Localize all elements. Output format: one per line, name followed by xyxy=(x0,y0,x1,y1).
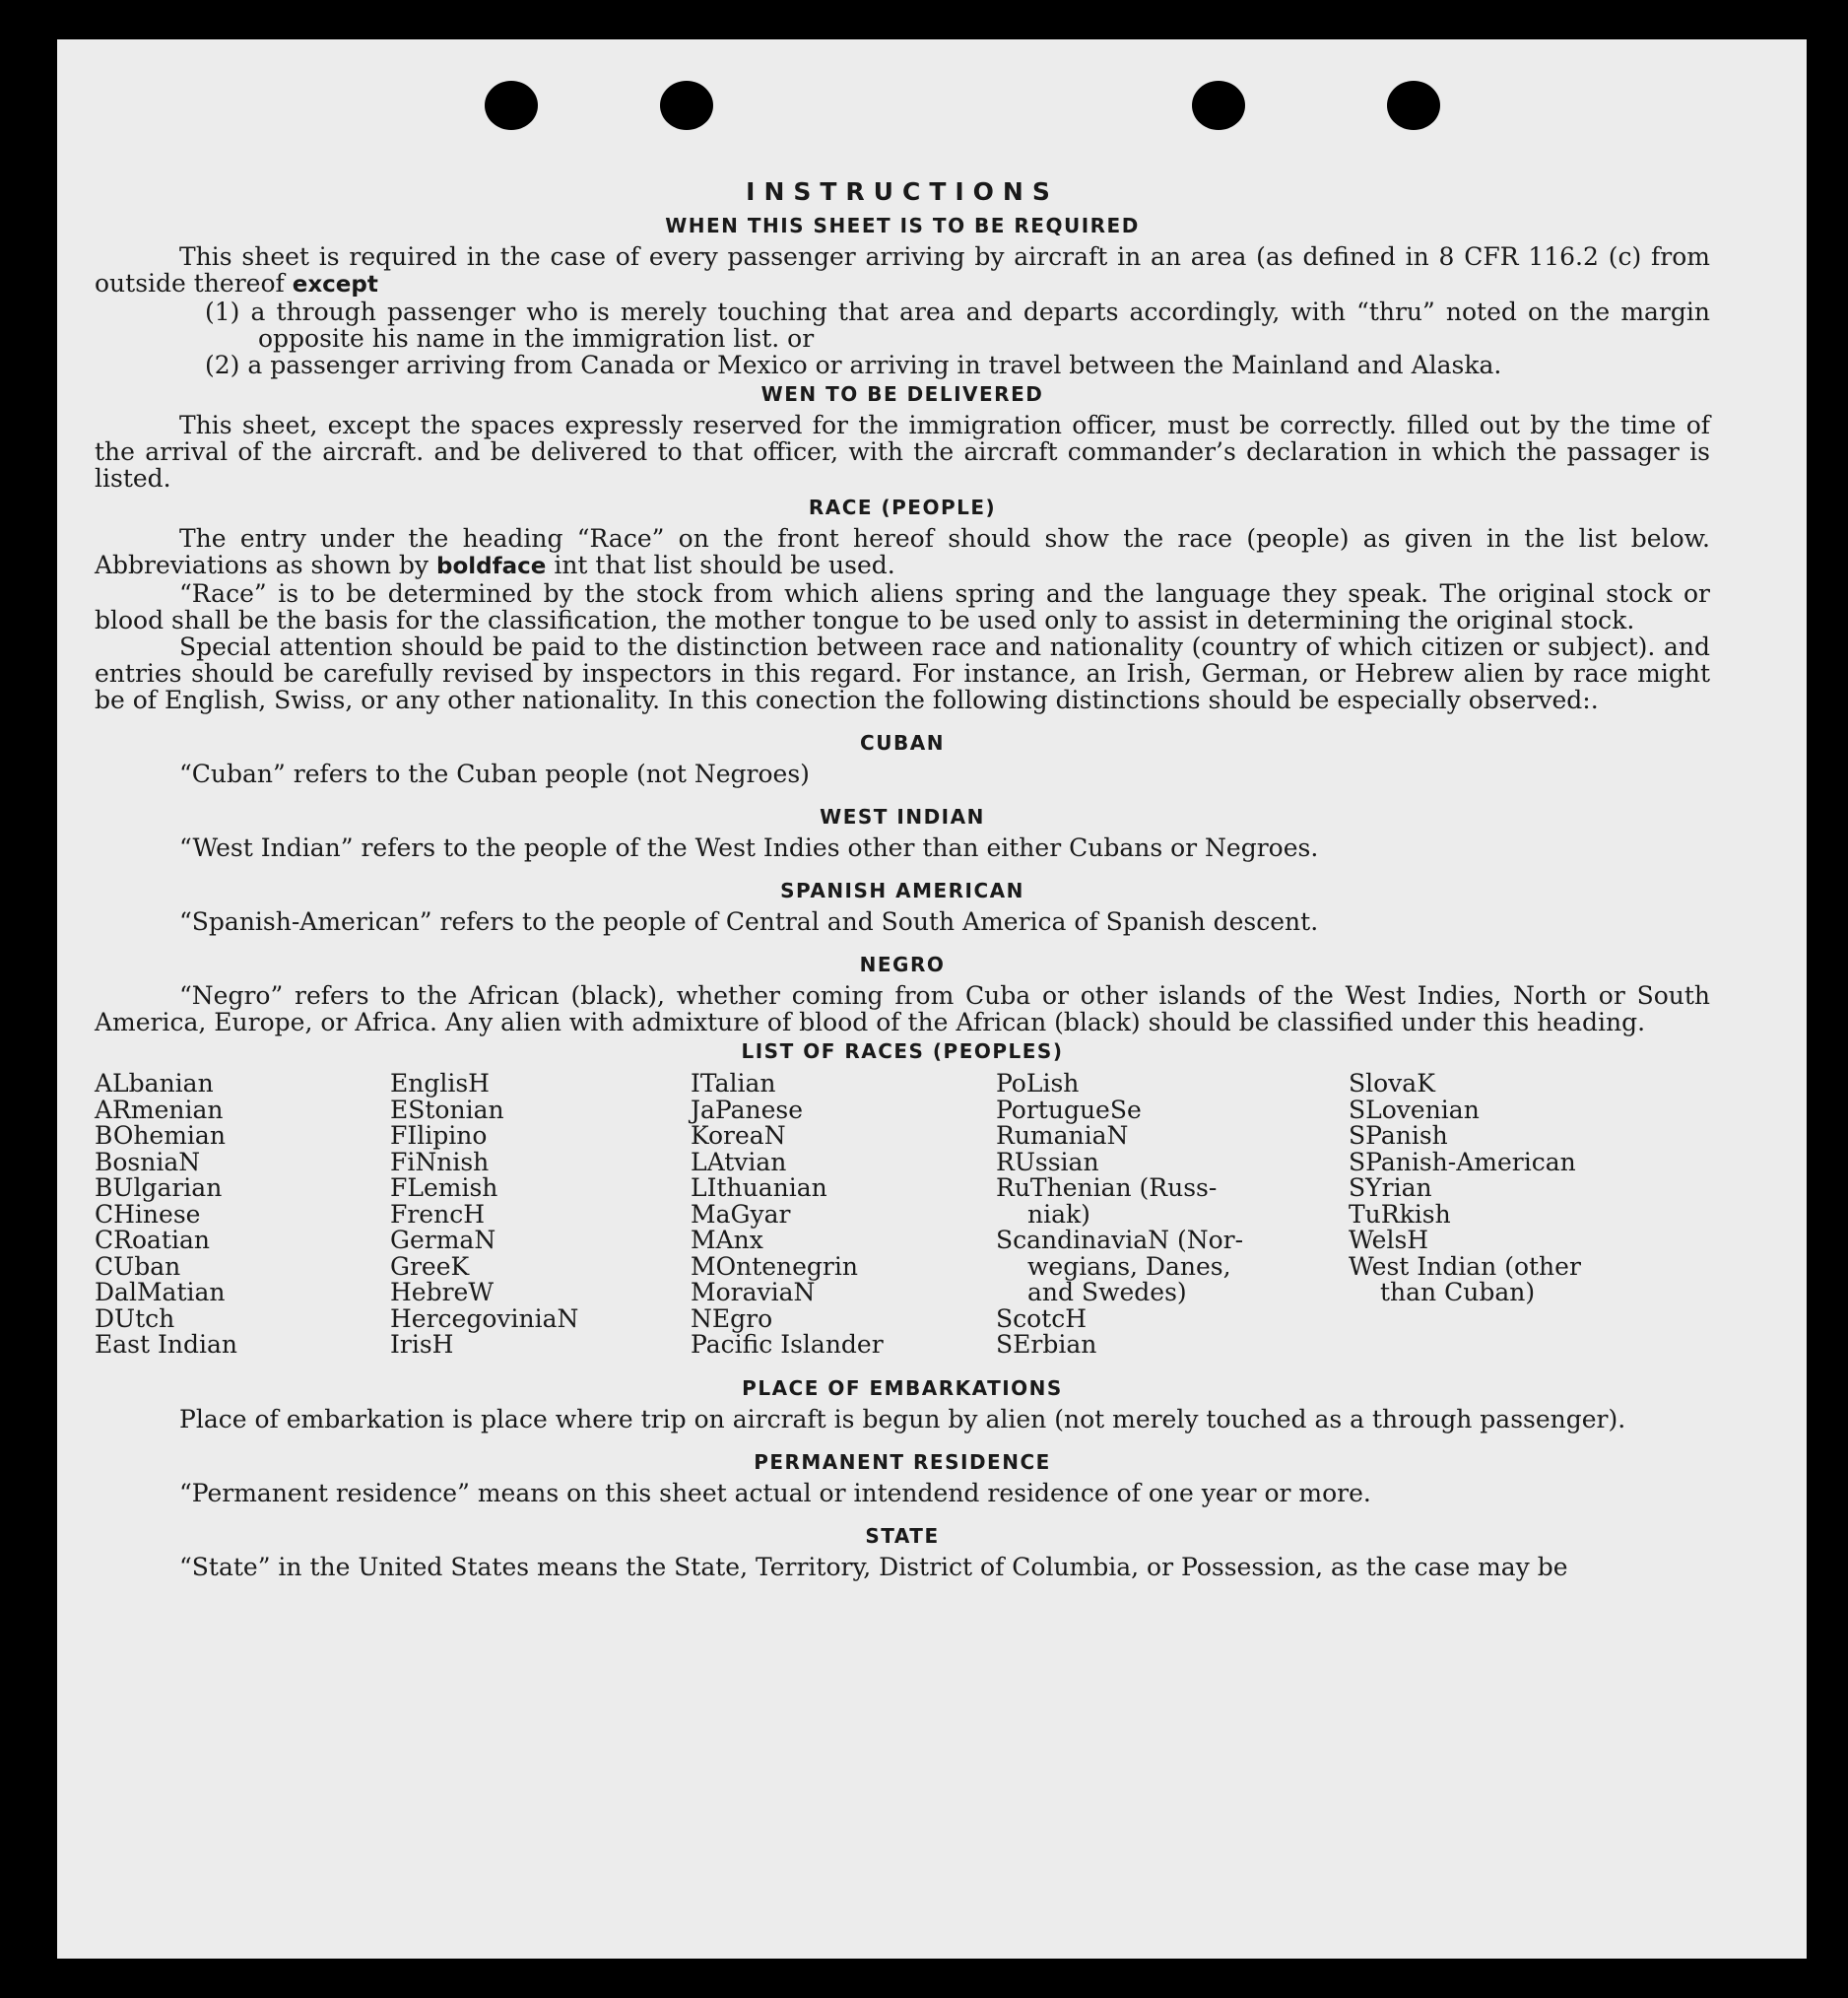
races-column xyxy=(691,1071,996,1359)
paragraph-negro: “Negro” refers to the African (black), whether coming from Cuba or other islands of the West Indies, North or South America, Europe, or Africa. Any alien with admixture of blood of the African (black) should be classified under this heading. xyxy=(95,981,1710,1036)
list-item: MaGyar xyxy=(691,1199,791,1229)
list-item: SPanish xyxy=(1349,1121,1448,1150)
paragraph-when-delivered: This sheet, except the spaces expressly reserved for the immigration officer, must be correctly. filled out by the time of the arrival of the aircraft. and be delivered to that officer, with the aircraft commander’s declaration in which the passager is listed. xyxy=(95,411,1710,493)
list-item: BUlgarian xyxy=(95,1173,223,1202)
list-item: IrisH xyxy=(390,1330,454,1359)
list-item: BosniaN xyxy=(95,1147,201,1176)
heading-race: RACE (PEOPLE) xyxy=(808,496,997,519)
paragraph-west-indian: “West Indian” refers to the people of the West Indies other than either Cubans or Negroes. xyxy=(179,833,1319,862)
list-item: WelsH xyxy=(1349,1226,1429,1254)
paragraph-when-required: This sheet is required in the case of every passenger arriving by aircraft in an area (as defined in 8 CFR 116.2 (c) from outside thereof except xyxy=(95,242,1710,298)
paragraph-residence: “Permanent residence” means on this sheet actual or intendend residence of one year or more. xyxy=(179,1478,1371,1507)
list-item: MOntenegrin xyxy=(691,1251,858,1281)
punch-hole xyxy=(1192,81,1245,130)
list-item: ITalian xyxy=(691,1069,776,1098)
bold-boldface: boldface xyxy=(436,554,547,579)
list-item: CUban xyxy=(95,1251,181,1281)
races-column xyxy=(996,1071,1349,1359)
list-item: HercegoviniaN xyxy=(390,1303,579,1333)
heading-when-required: WHEN THIS SHEET IS TO BE REQUIRED xyxy=(665,214,1140,237)
races-column xyxy=(390,1071,691,1359)
heading-west-indian: WEST INDIAN xyxy=(820,805,985,829)
heading-negro: NEGRO xyxy=(859,953,946,976)
paragraph-race-3: Special attention should be paid to the distinction between race and nationality (country of which citizen or subject). and entries should be carefully revised by inspectors in this regard. For instance, an Irish, German, or Hebrew alien by race might be of English, Swiss, or any other nationality. In this conection the following distinctions should be especially observed:. xyxy=(95,633,1710,714)
list-item: PortugueSe xyxy=(996,1095,1142,1124)
list-item: SLovenian xyxy=(1349,1095,1480,1124)
list-item: EnglisH xyxy=(390,1069,490,1098)
punch-hole xyxy=(485,81,538,130)
list-item: SPanish-American xyxy=(1349,1147,1576,1176)
list-item: ALbanian xyxy=(95,1069,214,1098)
item-canada-mexico: (2) a passenger arriving from Canada or Mexico or arriving in travel between the Mainland and Alaska. xyxy=(205,351,1502,379)
list-item: CRoatian xyxy=(95,1226,210,1254)
list-item: BOhemian xyxy=(95,1121,226,1150)
list-item: wegians, Danes, xyxy=(1027,1251,1231,1281)
page-title: INSTRUCTIONS xyxy=(746,177,1059,206)
list-item: and Swedes) xyxy=(1027,1278,1187,1306)
list-item: SYrian xyxy=(1349,1173,1432,1202)
punch-hole xyxy=(660,81,713,130)
paragraph-race-1: The entry under the heading “Race” on the front hereof should show the race (people) as given in the list below. Abbreviations as shown by boldface int that list should be used. xyxy=(95,524,1710,579)
bold-except: except xyxy=(292,272,378,298)
list-item: East Indian xyxy=(95,1330,237,1359)
heading-list-of-races: LIST OF RACES (PEOPLES) xyxy=(741,1039,1064,1063)
list-item: JaPanese xyxy=(691,1095,804,1124)
list-item: ARmenian xyxy=(95,1095,224,1124)
list-item: NEgro xyxy=(691,1303,773,1333)
heading-when-delivered: WEN TO BE DELIVERED xyxy=(760,382,1044,406)
paragraph-embarkation: Place of embarkation is place where trip on aircraft is begun by alien (not merely touched as a through passenger). xyxy=(179,1404,1626,1433)
list-item: RuThenian (Russ- xyxy=(996,1173,1218,1202)
paragraph-state: “State” in the United States means the State, Territory, District of Columbia, or Possession, as the case may be xyxy=(179,1552,1568,1581)
list-item: FIlipino xyxy=(390,1121,488,1150)
heading-state: STATE xyxy=(865,1523,940,1548)
list-item: GreeK xyxy=(390,1251,470,1281)
list-item: TuRkish xyxy=(1349,1199,1451,1229)
list-item: RumaniaN xyxy=(996,1121,1129,1150)
list-item: ScandinaviaN (Nor- xyxy=(996,1226,1244,1254)
instructions-content xyxy=(95,177,1710,1580)
punch-hole xyxy=(1387,81,1440,130)
list-item: GermaN xyxy=(390,1226,496,1254)
list-item: PoLish xyxy=(996,1069,1080,1098)
list-item: ScotcH xyxy=(996,1303,1088,1333)
races-list xyxy=(95,1071,1710,1359)
list-item: FiNnish xyxy=(390,1147,490,1176)
paragraph-cuban: “Cuban” refers to the Cuban people (not Negroes) xyxy=(179,760,810,788)
list-item: DalMatian xyxy=(95,1278,226,1306)
list-item: FLemish xyxy=(390,1173,498,1202)
list-item: SErbian xyxy=(996,1330,1097,1359)
list-item: HebreW xyxy=(390,1278,495,1306)
heading-spanish-american: SPANISH AMERICAN xyxy=(780,879,1024,902)
races-column xyxy=(95,1071,390,1359)
list-item: LAtvian xyxy=(691,1147,787,1176)
list-item: than Cuban) xyxy=(1380,1278,1536,1306)
document-sheet xyxy=(57,39,1807,1959)
list-item: DUtch xyxy=(95,1303,175,1333)
heading-place-of-embarkation: PLACE OF EMBARKATIONS xyxy=(742,1375,1063,1400)
paragraph-race-2: “Race” is to be determined by the stock from which aliens spring and the language they speak. The original stock or blood shall be the basis for the classification, the mother tongue to be used only to assist in determining the original stock. xyxy=(95,579,1710,634)
list-item: West Indian (other xyxy=(1349,1251,1581,1281)
list-item: RUssian xyxy=(996,1147,1099,1176)
heading-permanent-residence: PERMANENT RESIDENCE xyxy=(754,1449,1051,1474)
list-item: niak) xyxy=(1027,1199,1090,1229)
list-item: CHinese xyxy=(95,1199,201,1229)
list-item: LIthuanian xyxy=(691,1173,827,1202)
list-item: EStonian xyxy=(390,1095,504,1124)
list-item: FrencH xyxy=(390,1199,485,1229)
list-item: MAnx xyxy=(691,1226,763,1254)
list-item: Pacific Islander xyxy=(691,1330,884,1359)
paragraph-spanish-american: “Spanish-American” refers to the people of Central and South America of Spanish descent. xyxy=(179,907,1319,936)
heading-cuban: CUBAN xyxy=(860,731,945,755)
list-item: MoraviaN xyxy=(691,1278,816,1306)
list-item: SlovaK xyxy=(1349,1069,1435,1098)
list-item: KoreaN xyxy=(691,1121,786,1150)
races-column xyxy=(1349,1071,1644,1359)
item-through-passenger: (1) a through passenger who is merely touching that area and departs accordingly, with “thru” noted on the margin opposite his name in the immigration list. or xyxy=(205,298,1710,353)
